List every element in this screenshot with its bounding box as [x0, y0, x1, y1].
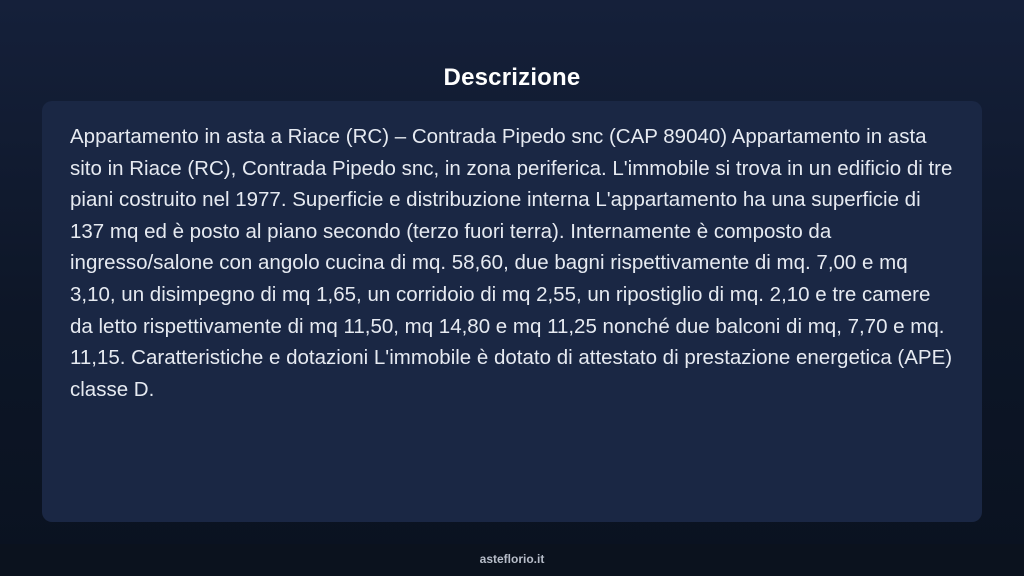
footer-site-label: asteflorio.it — [0, 544, 1024, 576]
description-card — [42, 101, 982, 522]
description-text: Appartamento in asta a Riace (RC) – Contrada Pipedo snc (CAP 89040) Appartamento in asta sito in Riace (RC), Contrada Pipedo snc, in zona periferica. L'immobile si trova in un edificio di tre piani costruito nel 1977. Superficie e distribuzione interna L'appartamento ha una superficie di 137 mq ed è posto al piano secondo (terzo fuori terra). Internamente è composto da ingresso/salone con angolo cucina di mq. 58,60, due bagni rispettivamente di mq. 7,00 e mq 3,10, un disimpegno di mq 1,65, un corridoio di mq 2,55, un ripostiglio di mq. 2,10 e tre camere da letto rispettivamente di mq 11,50, mq 14,80 e mq 11,25 nonché due balconi di mq, 7,70 e mq. 11,15. Caratteristiche e dotazioni L'immobile è dotato di attestato di prestazione energetica (APE) classe D. — [70, 125, 953, 401]
page-title: Descrizione — [443, 64, 581, 92]
